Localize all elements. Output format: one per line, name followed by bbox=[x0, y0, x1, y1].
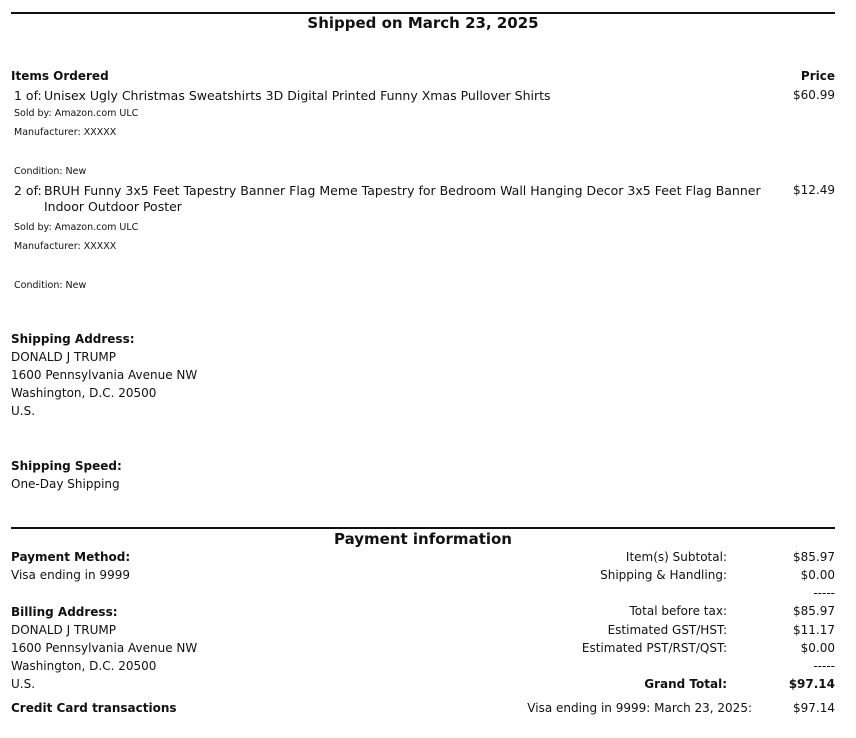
item-1-manufacturer: Manufacturer: XXXXX bbox=[14, 127, 117, 138]
summary-separator-2: ----- bbox=[813, 659, 835, 673]
item-2-manufacturer: Manufacturer: XXXXX bbox=[14, 241, 117, 252]
billing-address-name: DONALD J TRUMP bbox=[11, 623, 117, 637]
item-2-name: BRUH Funny 3x5 Feet Tapestry Banner Flag Meme Tapestry for Bedroom Wall Hanging Decor 3x5 Feet Flag Banner Indoor Outdoor Poster bbox=[44, 183, 761, 214]
item-2-price: $12.49 bbox=[793, 183, 835, 197]
price-header: Price bbox=[800, 69, 835, 83]
item-1-name: Unisex Ugly Christmas Sweatshirts 3D Digital Printed Funny Xmas Pullover Shirts bbox=[44, 88, 551, 103]
billing-address-line2: Washington, D.C. 20500 bbox=[11, 659, 157, 673]
shipment-title: Shipped on March 23, 2025 bbox=[307, 14, 539, 32]
item-1-sold-by: Sold by: Amazon.com ULC bbox=[14, 108, 139, 119]
payment-method-value: Visa ending in 9999 bbox=[11, 568, 130, 582]
shipping-address-name: DONALD J TRUMP bbox=[11, 350, 117, 364]
item-1-quantity: 1 of: bbox=[14, 88, 42, 103]
total-before-tax-value: $85.97 bbox=[793, 604, 835, 618]
subtotal-value: $85.97 bbox=[793, 550, 835, 564]
shipping-address-label: Shipping Address: bbox=[11, 332, 135, 346]
billing-address-label: Billing Address: bbox=[11, 605, 118, 619]
item-2-quantity: 2 of: bbox=[14, 183, 42, 198]
subtotal-label: Item(s) Subtotal: bbox=[625, 550, 727, 564]
shipping-speed-label: Shipping Speed: bbox=[11, 459, 122, 473]
shipping-address-country: U.S. bbox=[11, 404, 36, 418]
items-ordered-header: Items Ordered bbox=[11, 69, 109, 83]
billing-address-country: U.S. bbox=[11, 677, 36, 691]
pst-rst-qst-value: $0.00 bbox=[800, 641, 835, 655]
shipping-address-line1: 1600 Pennsylvania Avenue NW bbox=[11, 368, 198, 382]
item-2-sold-by: Sold by: Amazon.com ULC bbox=[14, 222, 139, 233]
gst-hst-label: Estimated GST/HST: bbox=[607, 623, 727, 637]
item-1-condition: Condition: New bbox=[14, 166, 87, 177]
shipping-handling-label: Shipping & Handling: bbox=[600, 568, 727, 582]
payment-method-label: Payment Method: bbox=[11, 550, 131, 564]
cc-transactions-label: Credit Card transactions bbox=[11, 701, 177, 715]
payment-title: Payment information bbox=[333, 530, 512, 548]
pst-rst-qst-label: Estimated PST/RST/QST: bbox=[581, 641, 727, 655]
grand-total-value: $97.14 bbox=[788, 677, 835, 691]
item-1-price: $60.99 bbox=[793, 88, 835, 102]
shipping-address-line2: Washington, D.C. 20500 bbox=[11, 386, 157, 400]
shipping-handling-value: $0.00 bbox=[800, 568, 835, 582]
grand-total-label: Grand Total: bbox=[644, 677, 727, 691]
summary-separator-1: ----- bbox=[813, 586, 835, 600]
cc-transaction-detail: Visa ending in 9999: March 23, 2025: bbox=[527, 701, 752, 715]
cc-transaction-amount: $97.14 bbox=[793, 701, 835, 715]
billing-address-line1: 1600 Pennsylvania Avenue NW bbox=[11, 641, 198, 655]
shipping-speed-value: One-Day Shipping bbox=[11, 477, 120, 491]
item-2-condition: Condition: New bbox=[14, 280, 87, 291]
gst-hst-value: $11.17 bbox=[793, 623, 835, 637]
total-before-tax-label: Total before tax: bbox=[629, 604, 727, 618]
payment-divider bbox=[11, 527, 835, 529]
